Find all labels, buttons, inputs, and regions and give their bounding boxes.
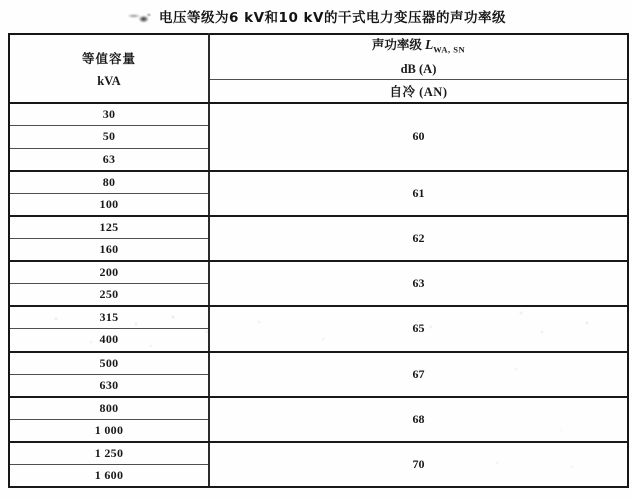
table-header <box>9 34 628 103</box>
table-row <box>9 306 628 329</box>
capacity-cell: 630 <box>9 374 209 397</box>
capacity-cell: 250 <box>9 284 209 307</box>
capacity-cell: 200 <box>9 261 209 284</box>
capacity-cell: 315 <box>9 306 209 329</box>
smudge-mark-icon <box>126 11 152 24</box>
capacity-cell: 80 <box>9 171 209 194</box>
sound-level-cell: 68 <box>209 397 628 442</box>
capacity-cell: 1 250 <box>9 442 209 465</box>
cooling-mode-cell: 自冷 (AN) <box>209 79 628 103</box>
table-row <box>9 171 628 194</box>
sound-level-cell: 67 <box>209 352 628 397</box>
capacity-cell: 1 000 <box>9 419 209 442</box>
sound-level-cell: 61 <box>209 171 628 216</box>
unit-label: dB (A) <box>400 61 437 76</box>
sound-level-cell: 63 <box>209 261 628 306</box>
capacity-cell: 125 <box>9 216 209 239</box>
capacity-cell: 500 <box>9 352 209 375</box>
sound-power-header-cell <box>209 34 628 79</box>
table-row <box>9 216 628 239</box>
level-subscript: WA, SN <box>433 44 466 55</box>
sound-level-cell: 65 <box>209 306 628 351</box>
sound-level-cell: 60 <box>209 103 628 171</box>
capacity-cell: 100 <box>9 193 209 216</box>
capacity-header-label: 等值容量 <box>81 51 136 66</box>
sound-level-cell: 62 <box>209 216 628 261</box>
table-row <box>9 103 628 126</box>
header-row-1 <box>9 34 628 79</box>
table-row <box>9 261 628 284</box>
table-title-text: 电压等级为6 kV和10 kV的干式电力变压器的声功率级 <box>159 10 506 26</box>
capacity-cell: 50 <box>9 126 209 149</box>
sound-level-cell: 70 <box>209 442 628 487</box>
capacity-table-body <box>9 103 628 487</box>
sound-power-header-label <box>210 35 627 60</box>
table-row <box>9 397 628 420</box>
capacity-cell: 400 <box>9 329 209 352</box>
capacity-header-cell <box>9 34 209 103</box>
capacity-cell: 160 <box>9 239 209 262</box>
table-row <box>9 352 628 375</box>
capacity-cell: 1 600 <box>9 465 209 488</box>
table-title <box>0 6 632 26</box>
capacity-unit-label: kVA <box>97 73 121 88</box>
level-label: 声功率级 <box>371 38 422 52</box>
level-symbol: L <box>425 37 434 52</box>
scan-artifact-speckles <box>0 0 2 2</box>
table-row <box>9 442 628 465</box>
capacity-cell: 30 <box>9 103 209 126</box>
sound-power-table <box>8 33 629 488</box>
capacity-cell: 800 <box>9 397 209 420</box>
capacity-cell: 63 <box>9 148 209 171</box>
